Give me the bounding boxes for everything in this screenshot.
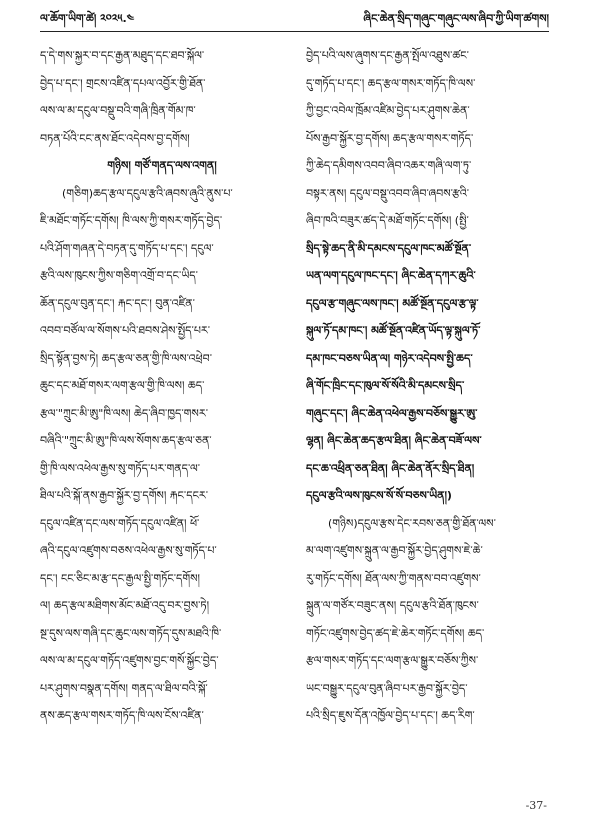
text-line: ཞི་གོང་ཁྲིང་དང་ཁུལ་སོ་སོའི་མི་དམངས་སྲིད་ xyxy=(306,379,465,392)
text-line: མ་ལག་འཛུགས་སྐྲུན་ལ་རྒྱབ་སྐྱོར་བྱེད་ཤུགས་ཇེ་ཆེ་ xyxy=(306,544,483,557)
text-line: པོས་རྒྱབ་སྐྱོར་བྱ་དགོས། ཆད་རྩལ་གསར་གཏོད་ xyxy=(306,131,474,145)
text-line: བསྟར་ནས། དངུལ་བསྡུ་འབབ་ཞིབ་ཞབས་རྩའི་ xyxy=(306,186,470,200)
text-line: སྔ་དུས་ལས་གཞི་དང་ཆུང་ལས་གཏོད་དུས་མཐའི་ཁི་ xyxy=(40,626,222,640)
running-header xyxy=(40,8,549,30)
text-line: བྱེད་པ་དང་། གྲངས་འཛིན་དཔལ་འབྱོར་གྱི་ཐོན་ xyxy=(40,76,206,90)
text-line: རྩལ་གསར་གཏོད་དང་ལག་རྩལ་སྒྱུར་བཅོས་ཀྱིས་ xyxy=(306,654,479,667)
text-line: དུ་གཏོད་པ་དང་། ཆད་རྩལ་གསར་གཏོད་ཁི་ལས་ xyxy=(306,76,476,90)
header-publication-title: ཞིང་ཆེན་སྲིད་གཞུང་གཞུང་ལས་ཞིབ་ཀྱི་ཡིག་ཚགས། xyxy=(363,12,549,25)
text-line: བྱེད་པའི་ལས་ཞུགས་དང་རྒྱན་སྤོལ་འཐུས་ཚང་ xyxy=(306,49,469,62)
text-line: དངུལ་རྩ་གཞུང་ལས་ཁང་། མཚོ་སྔོན་དངུལ་རྩ་ལྟ་ xyxy=(306,296,479,310)
right-text-column xyxy=(306,42,550,730)
text-line: ཐིལ་པའི་སྐོ་ནས་རྒྱབ་སྐྱོར་བྱ་དགོས། རྐང་དངར་ xyxy=(40,489,209,502)
text-line: ལ། ཆད་རྩལ་མཐིགས་མོང་མཐོ་འདུ་བར་བྱས་ཏེ། xyxy=(40,599,210,612)
text-line: (གཉིས)དངུལ་རྩས་དེང་རབས་ཅན་གྱི་ཐོན་ལས་ xyxy=(328,516,496,530)
text-line: པའི་སྲིད་ཇུས་དོན་འཁྱོལ་བྱེད་པ་དང་། ཆད་རིག་ xyxy=(306,709,475,722)
text-line: ཀྱི་བྱང་འབེལ་ཁྲོམ་འཛིམ་བྱེད་པར་ཤུགས་ཆེན་ xyxy=(306,104,470,117)
text-line: དངུལ་འཛིན་དང་ལས་གཏོད་དངུལ་འཛིན། ཕོ་ xyxy=(40,516,200,530)
section-heading: གཉིས། གཙོ་གནད་ལས་འགན། xyxy=(107,159,217,172)
text-line: གཏོང་འཛུགས་བྱེད་ཚད་ཇེ་ཆེར་གཏོང་དགོས། ཆད་ xyxy=(306,626,485,640)
text-line: བཏན་པོའི་ངང་ནས་ཐོང་འདེབས་བྱ་དགོས། xyxy=(40,131,190,145)
text-line: པར་ཤུགས་བསྣན་དགོས། གནད་ལ་ཐིལ་བའི་སྐོ་ xyxy=(40,681,208,695)
text-line: རྩལ་"ཀྲུང་མི་ཨུ"ཁི་ལས། ཆེད་ཞིབ་ཁྱད་གསར་ xyxy=(40,406,209,420)
text-line: སྐུལ་ཏོ་དམ་ཁང་། མཚོ་སྔོན་འཛིན་ཡོད་ལྟ་སྐུལ་ཏོ་ xyxy=(306,324,481,337)
text-line: (གཅིག)ཆད་རྩལ་དངུལ་རྩའི་ཞབས་ཞུའི་ནུས་པ་ xyxy=(62,186,233,200)
text-line: ནས་ཆད་རྩལ་གསར་གཏོད་ཁི་ལས་ངོས་འཛིན་ xyxy=(40,709,204,722)
text-line: རྩའི་ལས་ཁུངས་ཀྱིས་གཅིག་འགྲོ་བ་དང་ཡིད་ xyxy=(40,269,198,282)
text-line: གཞུང་དང་། ཞིང་ཆེན་འཕེལ་རྒྱས་བཅོས་སྒྱུར་ཨུ་ xyxy=(306,406,478,420)
text-line: ཇི་མཐོང་གཏོང་དགོས། ཁི་ལས་ཀྱི་གསར་གཏོད་བྱེད་ xyxy=(40,214,223,227)
text-line: ཡན་ལག་དངུལ་ཁང་དང་། ཞིང་ཆེན་དཀར་ཆུའི་ xyxy=(306,269,476,282)
header-divider xyxy=(40,31,549,32)
text-line: དངུལ་རྩའི་ལས་ཁུངས་སོ་སོ་བཅས་ཡིན།) xyxy=(306,489,452,502)
text-line: ཀྱི་ཆེད་དམིགས་འབབ་ཞིབ་འཆར་གཞི་ལག་ཏུ་ xyxy=(306,159,472,172)
text-line: ལྷན། ཞིང་ཆེན་ཆད་རྩལ་ཐིན། ཞིང་ཆེན་བཟོ་ལས་ xyxy=(306,434,482,447)
text-line: ལས་ལ་མ་དངུལ་གཏོད་འཛུགས་བྱང་གསོ་སྐྱོང་བྱེད་ xyxy=(40,654,219,667)
text-line: ཞའི་དངུལ་འཛུགས་བཅས་འཕེལ་རྒྱས་སུ་གཏོད་པ་ xyxy=(40,544,217,557)
text-line: ཆོན་དངུལ་བུན་དང་། རྐང་དང་། བུན་འཛིན་ xyxy=(40,296,195,310)
text-line: ཆུང་དང་མཐོ་གསར་ལག་རྩལ་གྱི་ཁི་ལས། ཆད་ xyxy=(40,379,205,392)
text-line: སྲིད་སྟོན་བྱས་ཏེ། ཆད་རྩལ་ཅན་གྱི་ཁི་ལས་འཕྲེབ་ xyxy=(40,351,213,365)
text-line: འབབ་བཙོལ་ལ་སོགས་པའི་ཐབས་ཤེས་སྤྱོད་པར་ xyxy=(40,324,211,337)
text-line: ཞིབ་ཁའི་བཟུར་ཚད་དེ་མཐོ་གཏོང་དགོས། (སྤྱི་ xyxy=(306,214,469,227)
header-journal-issue: ལ་ཆོག་ཡིག་ཚེ། ༢༠༢༥.༤ xyxy=(40,12,135,25)
text-line: རུ་གཏོང་དགོས། ཐོན་ལས་ཀྱི་གནས་བབ་འཛུགས་ xyxy=(306,571,481,585)
text-line: ལས་ལ་མ་དངུལ་བསྡུ་བའི་གཞི་ཁྲིན་གོམ་ཁ་ xyxy=(40,104,196,117)
text-line: སྲིད་སྟེ་ཆད་ནི་མི་དམངས་དངུལ་ཁང་མཚོ་སྔོན་ xyxy=(306,241,472,255)
text-line: ད་དེ་གས་སྐྱར་བ་དང་རྒྱན་མཐུད་དང་ཐབ་སྐོལ་ xyxy=(40,49,205,62)
text-line: ཡང་བསྒྱུར་དངུལ་བུན་ཞིབ་པར་རྒྱབ་སྐྱོར་བྱེད་ xyxy=(306,681,468,695)
left-text-column xyxy=(40,42,284,730)
text-line: དང་། ངང་ཅིང་མ་རྩ་དང་རྒྱལ་སྤྱི་གཏོང་དགོས། xyxy=(40,571,200,585)
text-line: བཞིའི་"ཀྲུང་མི་ཨུ"ཁི་ལས་སོགས་ཆད་རྩལ་ཅན་ xyxy=(40,434,212,447)
text-line: དམ་ཁང་བཅས་ཡིན་ལ། གཉེར་འདེབས་སྤྱི་ཆད་ xyxy=(306,351,473,365)
text-line: དང་ཆ་འཕྲིན་ཅན་ཐིན། ཞིང་ཆེན་ནོར་སྲིད་ཐིན། xyxy=(306,461,475,475)
page-number: -37- xyxy=(525,799,547,812)
text-line: གྱི་ཁི་ལས་འཕེལ་རྒྱས་སུ་གཏོད་པར་གནད་ལ་ xyxy=(40,461,201,475)
text-line: པའི་ཤོག་གཞན་དེ་བཏན་དུ་གཏོད་པ་དང་། དངུལ་ xyxy=(40,241,214,255)
text-line: སྐྲུན་ལ་གཙོར་བཟུང་ནས། དངུལ་རྩའི་ཐོན་ཁུངས་ xyxy=(306,599,479,612)
